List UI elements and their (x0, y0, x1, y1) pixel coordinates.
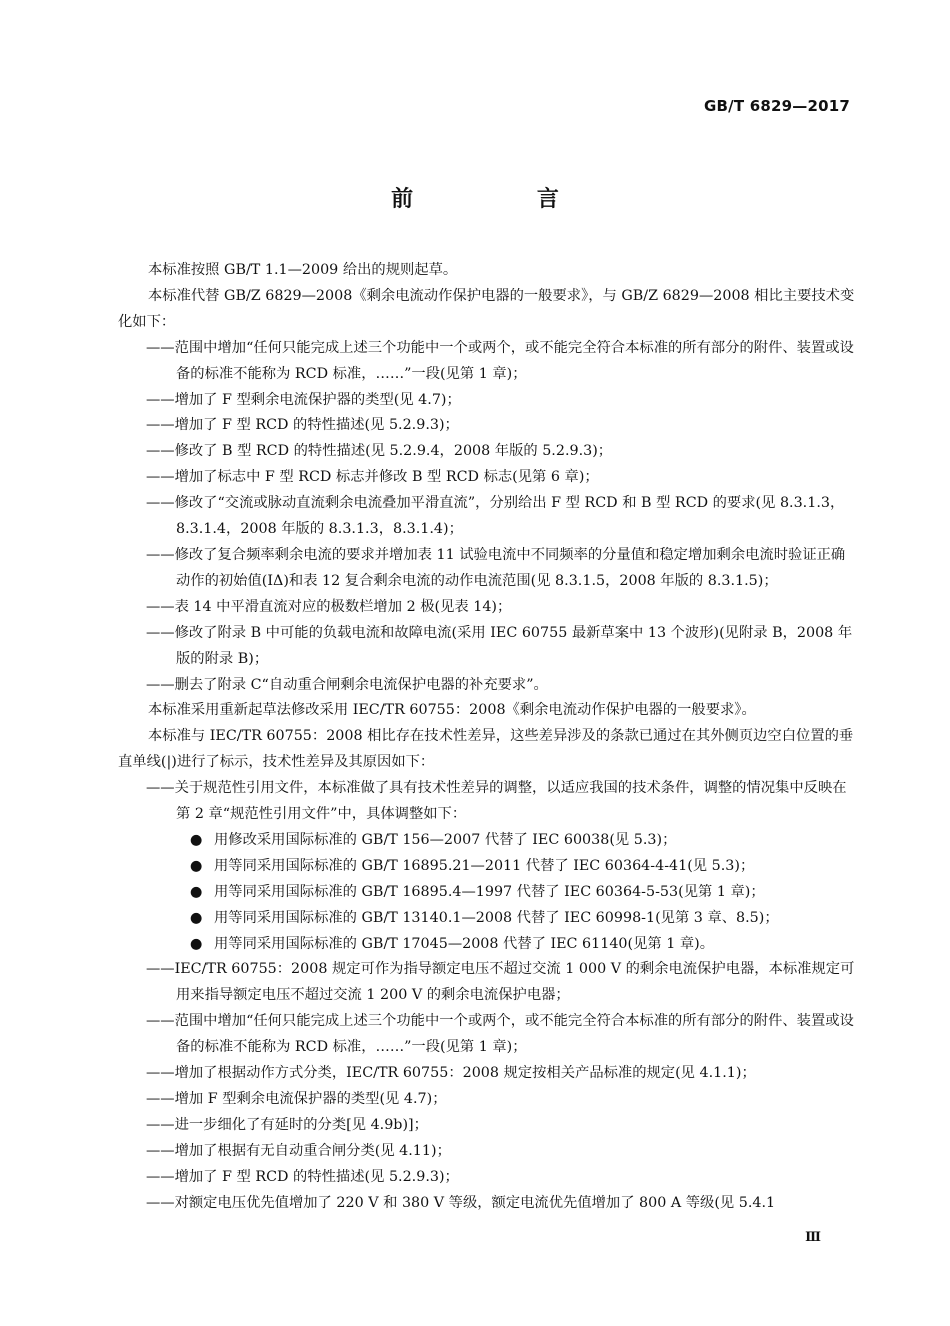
bullet-item (118, 880, 858, 906)
bullet-text: 用等同采用国际标准的 GB/T 16895.4—1997 代替了 IEC 60364-5-53(见第 1 章)； (214, 883, 765, 900)
dash-item: ——范围中增加“任何只能完成上述三个功能中一个或两个，或不能完全符合本标准的所有部分的附件、装置或设备的标准不能称为 RCD 标准，……”一段(见第 1 章)； (146, 339, 854, 382)
paragraph: 本标准采用重新起草法修改采用 IEC/TR 60755：2008《剩余电流动作保护电器的一般要求》。 (148, 702, 756, 719)
dash-item: ——增加了根据有无自动重合闸分类(见 4.11)； (146, 1142, 451, 1159)
dash-item: ——关于规范性引用文件，本标准做了具有技术性差异的调整，以适应我国的技术条件，调整的情况集中反映在第 2 章“规范性引用文件”中，具体调整如下： (146, 780, 847, 823)
foreword-body (118, 258, 858, 1217)
dash-item: ——IEC/TR 60755：2008 规定可作为指导额定电压不超过交流 1 000 V 的剩余电流保护电器，本标准规定可用来指导额定电压不超过交流 1 200 V 的剩余电流保护电器； (146, 961, 855, 1004)
bullet-icon: ● (190, 831, 203, 848)
dash-item: ——修改了附录 B 中可能的负载电流和故障电流(采用 IEC 60755 最新草案中 13 个波形)(见附录 B，2008 年版的附录 B)； (146, 624, 853, 667)
bullet-text: 用等同采用国际标准的 GB/T 16895.21—2011 代替了 IEC 60364-4-41(见 5.3)； (214, 857, 755, 874)
bullet-item (118, 932, 858, 958)
bullet-text: 用等同采用国际标准的 GB/T 13140.1—2008 代替了 IEC 60998-1(见第 3 章、8.5)； (214, 909, 779, 926)
dash-item: ——增加 F 型剩余电流保护器的类型(见 4.7)； (146, 1091, 447, 1107)
bullet-icon: ● (190, 909, 203, 926)
dash-item: ——增加了 F 型 RCD 的特性描述(见 5.2.9.3)； (146, 1168, 459, 1185)
dash-item: ——增加了 F 型 RCD 的特性描述(见 5.2.9.3)； (146, 417, 459, 434)
bullet-item (118, 906, 858, 932)
page-number: Ⅲ (805, 1230, 820, 1245)
dash-item: ——增加了标志中 F 型 RCD 标志并修改 B 型 RCD 标志(见第 6 章)； (146, 469, 599, 486)
dash-item: ——增加了根据动作方式分类，IEC/TR 60755：2008 规定按相关产品标准的规定(见 4.1.1)； (146, 1065, 756, 1082)
standard-number: GB/T 6829—2017 (704, 97, 850, 115)
bullet-text: 用修改采用国际标准的 GB/T 156—2007 代替了 IEC 60038(见 5.3)； (214, 831, 677, 848)
dash-item: ——修改了 B 型 RCD 的特性描述(见 5.2.9.4，2008 年版的 5.2.9.3)； (146, 443, 613, 460)
dash-item: ——进一步细化了有延时的分类[见 4.9b)]； (146, 1116, 428, 1133)
dash-item: ——修改了复合频率剩余电流的要求并增加表 11 试验电流中不同频率的分量值和稳定增加剩余电流时验证正确动作的初始值(IΔ)和表 12 复合剩余电流的动作电流范围(见 8.3.1.5，2008 年版的 8.3.1.5)； (146, 546, 846, 589)
dash-item: ——修改了“交流或脉动直流剩余电流叠加平滑直流”，分别给出 F 型 RCD 和 B 型 RCD 的要求(见 8.3.1.3，8.3.1.4，2008 年版的 8.3.1.3，8.3.1.4)； (146, 495, 845, 538)
bullet-item (118, 828, 858, 854)
paragraph: 本标准按照 GB/T 1.1—2009 给出的规则起草。 (148, 262, 458, 278)
dash-item: ——表 14 中平滑直流对应的极数栏增加 2 极(见表 14)； (146, 598, 512, 615)
bullet-icon: ● (190, 883, 203, 900)
bullet-icon: ● (190, 935, 203, 952)
dash-item: ——增加了 F 型剩余电流保护器的类型(见 4.7)； (146, 391, 461, 408)
bullet-text: 用等同采用国际标准的 GB/T 17045—2008 代替了 IEC 61140(见第 1 章)。 (214, 935, 715, 952)
bullet-icon: ● (190, 857, 203, 874)
paragraph: 本标准与 IEC/TR 60755：2008 相比存在技术性差异，这些差异涉及的条款已通过在其外侧页边空白位置的垂直单线(|)进行了标示，技术性差异及其原因如下： (118, 728, 854, 771)
dash-item: ——对额定电压优先值增加了 220 V 和 380 V 等级，额定电流优先值增加了 800 A 等级(见 5.4.1 (146, 1194, 776, 1211)
paragraph: 本标准代替 GB/Z 6829—2008《剩余电流动作保护电器的一般要求》，与 GB/Z 6829—2008 相比主要技术变化如下： (118, 287, 855, 330)
dash-item: ——范围中增加“任何只能完成上述三个功能中一个或两个，或不能完全符合本标准的所有部分的附件、装置或设备的标准不能称为 RCD 标准，……”一段(见第 1 章)； (146, 1013, 854, 1056)
dash-item: ——删去了附录 C“自动重合闸剩余电流保护电器的补充要求”。 (146, 676, 548, 693)
bullet-item (118, 854, 858, 880)
page-title: 前 言 (391, 187, 617, 212)
